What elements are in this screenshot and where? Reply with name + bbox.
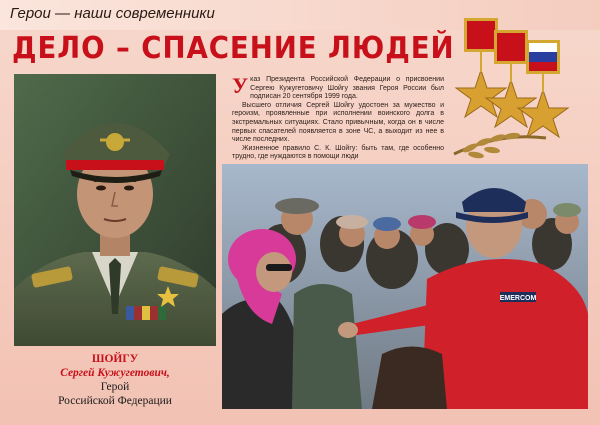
article-body xyxy=(232,73,444,162)
portrait-photo xyxy=(14,74,216,346)
crowd-photo xyxy=(222,164,588,409)
caption-rank-line2: Российской Федерации xyxy=(58,395,172,407)
jacket-label: EMERCOM xyxy=(499,295,537,302)
article-dropcap: У xyxy=(232,73,249,98)
series-label: Герои — наши современники xyxy=(10,5,215,22)
portrait-illustration xyxy=(14,74,216,346)
article-paragraph: Жизненное правило С. К. Шойгу: быть там, где особенно трудно, где нуждаются в помощи люди xyxy=(232,144,444,161)
caption-name-patronymic: Сергей Кужугетович, xyxy=(60,367,170,379)
portrait-caption xyxy=(14,352,216,408)
article-paragraph xyxy=(232,73,444,102)
hero-medals-illustration xyxy=(450,14,596,164)
caption-rank-line1: Герой xyxy=(100,381,130,393)
caption-surname: ШОЙГУ xyxy=(91,353,139,365)
page-headline: ДЕЛО – СПАСЕНИЕ ЛЮДЕЙ xyxy=(12,31,455,66)
article-paragraph-text: каз Президента Российской Федерации о присвоении Сергею Кужугетовичу Шойгу звания Героя России был подписан 20 сентября 1999 года. xyxy=(250,76,444,101)
article-paragraph: Высшего отличия Сергей Шойгу удостоен за мужество и героизм, проявленные при исполнении воинского долга в экстремальных ситуациях. Стало привычным, когда он в числе первых спасателей появляется в зоне ЧС, а выходит из нее в числе последних. xyxy=(232,101,444,144)
